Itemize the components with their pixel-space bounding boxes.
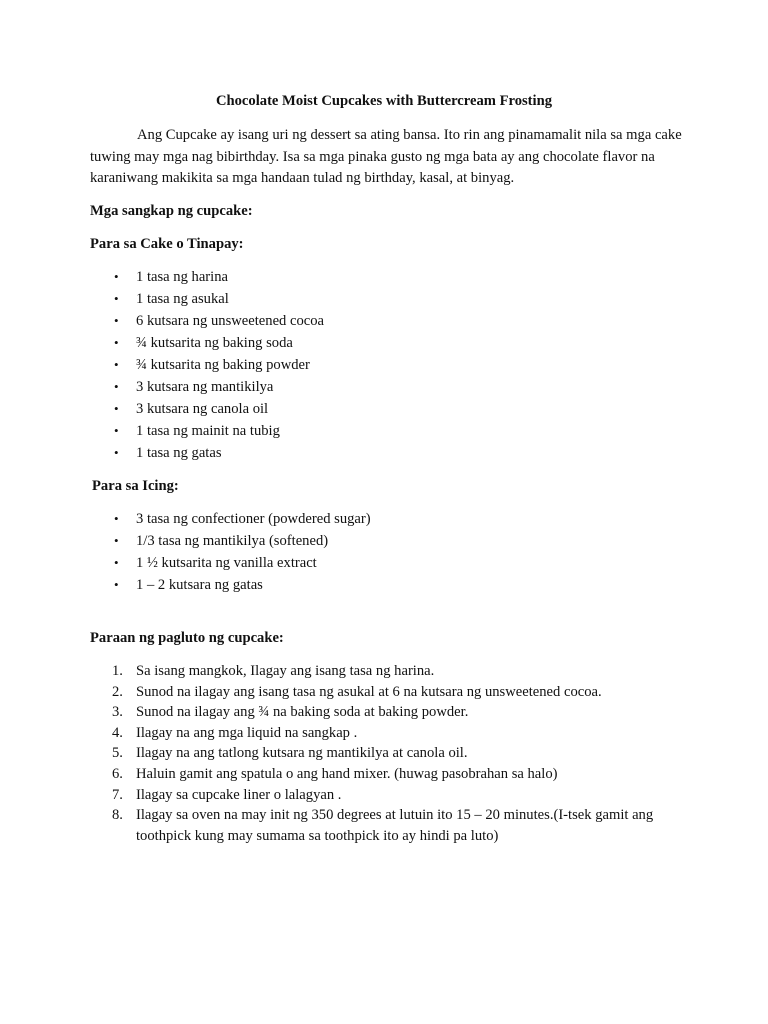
step-text: Sunod na ilagay ang ¾ na baking soda at baking powder. — [136, 704, 469, 721]
step-number: 6. — [112, 765, 123, 782]
step-text: Haluin gamit ang spatula o ang hand mixer. (huwag pasobrahan sa halo) — [136, 765, 558, 782]
list-item-text: 1 ½ kutsarita ng vanilla extract — [136, 555, 317, 571]
list-item — [90, 420, 324, 442]
cake-heading: Para sa Cake o Tinapay: — [90, 236, 244, 252]
step-number: 1. — [112, 663, 123, 679]
bullet-icon: • — [114, 291, 119, 306]
step-text: Sunod na ilagay ang isang tasa ng asukal at 6 na kutsara ng unsweetened cocoa. — [136, 683, 602, 700]
list-item — [90, 266, 324, 288]
step-item — [90, 723, 690, 744]
bullet-icon: • — [114, 533, 119, 548]
step-item — [90, 743, 690, 764]
list-item — [90, 398, 324, 420]
list-item — [90, 332, 324, 354]
step-number: 8. — [112, 807, 123, 824]
list-item — [90, 310, 324, 332]
bullet-icon: • — [114, 401, 119, 416]
step-item — [90, 702, 690, 723]
list-item-text: 1 tasa ng harina — [136, 269, 228, 285]
icing-heading: Para sa Icing: — [92, 478, 179, 494]
bullet-icon: • — [114, 379, 119, 394]
bullet-icon: • — [114, 577, 119, 592]
list-item-text: 1 – 2 kutsara ng gatas — [136, 577, 263, 593]
list-item-text: 3 kutsara ng mantikilya — [136, 379, 274, 395]
step-text: Ilagay sa oven na may init ng 350 degrees at lutuin ito 15 – 20 minutes.(I-tsek gamit ang toothpick kung may sumama sa toothpick ito ay hindi pa luto) — [136, 807, 654, 844]
step-number: 7. — [112, 786, 123, 803]
step-text: Ilagay na ang mga liquid na sangkap . — [136, 724, 358, 741]
list-item-text: 1 tasa ng gatas — [136, 445, 222, 461]
step-number: 2. — [112, 683, 123, 700]
bullet-icon: • — [114, 555, 119, 570]
cake-ingredients-list — [90, 266, 324, 464]
list-item-text: 6 kutsara ng unsweetened cocoa — [136, 313, 325, 329]
step-text: Ilagay na ang tatlong kutsara ng mantikilya at canola oil. — [136, 745, 468, 762]
list-item-text: 3 kutsara ng canola oil — [136, 401, 269, 417]
list-item — [90, 552, 371, 574]
step-number: 4. — [112, 724, 123, 741]
ingredients-heading: Mga sangkap ng cupcake: — [90, 203, 253, 219]
list-item-text: 3 tasa ng confectioner (powdered sugar) — [136, 511, 371, 527]
intro-paragraph: Ang Cupcake ay isang uri ng dessert sa ating bansa. Ito rin ang pinamamalit nila sa mga cake tuwing may mga nag bibirthday. Isa sa mga pinaka gusto ng mga bata ay ang chocolate flavor na karaniwang makikita sa mga handaan tulad ng birthday, kasal, at binyag. — [90, 127, 682, 186]
list-item — [90, 376, 324, 398]
procedure-steps-list — [90, 661, 690, 846]
document-title: Chocolate Moist Cupcakes with Buttercream Frosting — [215, 93, 553, 109]
bullet-icon: • — [114, 269, 119, 284]
list-item — [90, 508, 371, 530]
step-item — [90, 661, 690, 682]
list-item-text: ¾ kutsarita ng baking soda — [136, 335, 293, 351]
list-item — [90, 530, 371, 552]
step-item — [90, 805, 690, 846]
step-number: 5. — [112, 745, 123, 762]
list-item-text: ¾ kutsarita ng baking powder — [136, 357, 310, 373]
icing-ingredients-list — [90, 508, 371, 596]
list-item — [90, 442, 324, 464]
list-item — [90, 288, 324, 310]
list-item-text: 1 tasa ng asukal — [136, 291, 229, 307]
step-text: Ilagay sa cupcake liner o lalagyan . — [136, 786, 342, 803]
step-number: 3. — [112, 704, 123, 721]
step-text: Sa isang mangkok, Ilagay ang isang tasa ng harina. — [136, 663, 435, 679]
step-item — [90, 764, 690, 785]
list-item — [90, 574, 371, 596]
list-item-text: 1 tasa ng mainit na tubig — [136, 423, 280, 439]
bullet-icon: • — [114, 511, 119, 526]
procedure-heading: Paraan ng pagluto ng cupcake: — [90, 630, 284, 646]
bullet-icon: • — [114, 313, 119, 328]
list-item — [90, 354, 324, 376]
step-item — [90, 682, 690, 703]
bullet-icon: • — [114, 335, 119, 350]
list-item-text: 1/3 tasa ng mantikilya (softened) — [136, 533, 329, 549]
step-item — [90, 785, 690, 806]
bullet-icon: • — [114, 445, 119, 460]
bullet-icon: • — [114, 357, 119, 372]
bullet-icon: • — [114, 423, 119, 438]
